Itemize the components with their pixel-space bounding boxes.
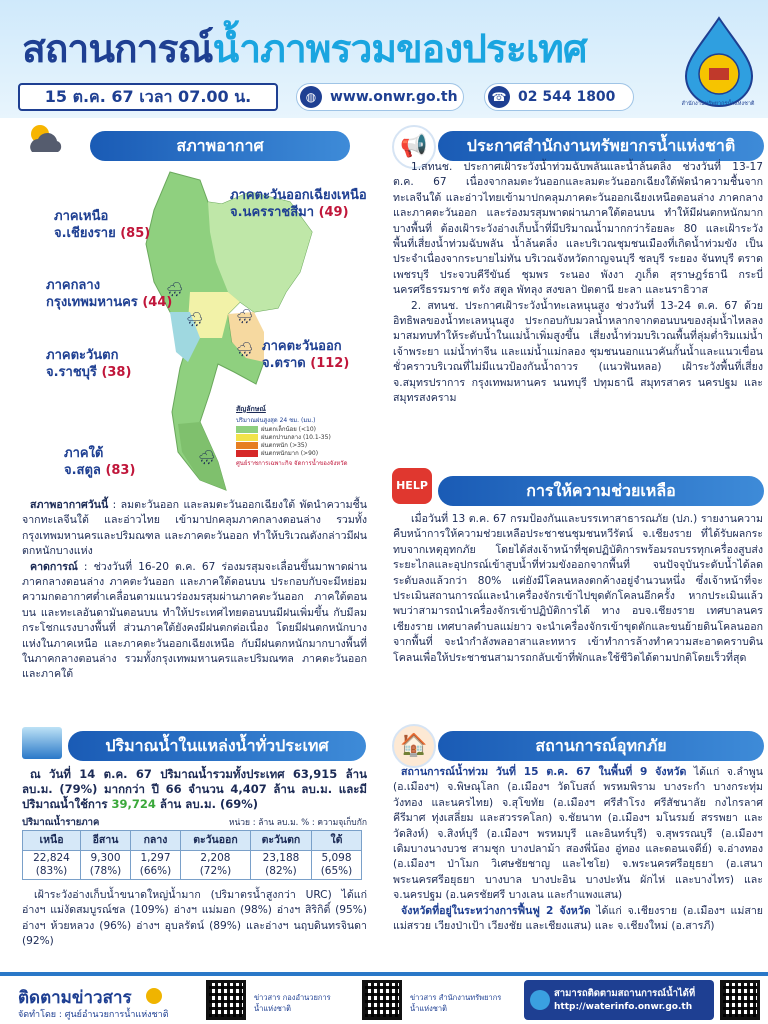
- reservoir-summary: ณ วันที่ 14 ต.ค. 67 ปริมาณน้ำรวมทั้งประเทศ 63,915 ล้าน ลบ.ม. (79%) มากกว่า ปี 66 จำนวน 4,407 ล้าน ลบ.ม. และมีปริมาณน้ำใช้การ 39,724 ล้าน ลบ.ม. (69%): [22, 767, 367, 811]
- announce-text: 1.สทนช. ประกาศเฝ้าระวังน้ำท่วมฉับพลันและน้ำล้นตลิ่ง ช่วงวันที่ 13-17 ต.ค. 67 เนื่องจากลมตะวันออกและลมตะวันออกเฉียงใต้พัดนำความชื้นจากทะเลจีนใต้ และอ่าวไทยเข้ามาปกคลุมภาคตะวันออกเฉียงเหนือตอนล่าง ภาคกลาง และภาคตะวันออก และร่องมรสุมพาดผ่านภาคใต้ตอนบน ทำให้มีฝนตกหนักมากบางพื้นที่ ต้องเฝ้าระวังอ่างเก็บน้ำที่มีปริมาณน้ำมากกว่าร้อยละ 80 และเฝ้าระวังพื้นที่เสี่ยงน้ำท่วมฉับพลัน น้ำล้นตลิ่ง และบริเวณชุมชนเมืองที่เกิดน้ำท่วมขัง เป็นประจำเนื่องจากระบายไม่ทัน บริเวณจังหวัดกาญจนบุรี ชลบุรี ระยอง จันทบุรี ตราด เพชรบุรี ประจวบคีรีขันธ์ ชุมพร ระนอง พังงา ภูเก็ต สุราษฎร์ธานี กระบี่ นครศรีธรรมราช ตรัง สตูล พัทลุง สงขลา ปัตตานี ยะลา และนราธิวาส 2. สทนช. ประกาศเฝ้าระวังน้ำทะเลหนุนสูง ช่วงวันที่ 13-24 ต.ค. 67 ด้วยอิทธิพลของน้ำทะเลหนุนสูง ประกอบกับมวลน้ำหลากจากตอนบนของลุ่มน้ำไหลลงมาสมทบทำให้ระดับน้ำในแม่น้ำเพิ่มสูงขึ้น เสี่ยงน้ำท่วมบริเวณพื้นที่ลุ่มต่ำริมแม่น้ำเจ้าพระยา แม่น้ำท่าจีน และแม่น้ำแม่กลอง ชุมชนนอกแนวคันกั้นน้ำและแนวเขื่อนชั่วคราวบริเวณที่ไม่มีแนวป้องกันน้ำถาวร (แนวฟันหลอ) เฝ้าระวังพื้นที่เสี่ยง จ.สมุทรปราการ กรุงเทพมหานคร นนทบุรี ปทุมธานี สมุทรสาคร นครปฐม และสมุทรสงคราม: [393, 161, 763, 405]
- table-header: เหนือ: [23, 831, 81, 851]
- legend-station: ศูนย์ราชการเฉพาะกิจ จัดการน้ำของจังหวัด: [236, 460, 348, 467]
- rain-cloud-icon: 🌧: [198, 450, 216, 466]
- weather-sun-cloud-icon: [22, 120, 66, 164]
- rain-legend: สัญลักษณ์ ปริมาณฝนสูงสุด 24 ชม. (มม.) ฝนตกเล็กน้อย (<10) ฝนตกปานกลาง (10.1-35) ฝนตกหนัก (>35) ฝนตกหนักมาก (>90) ศูนย์ราชการเฉพาะกิจ จัดการน้ำของจังหวัด: [236, 404, 364, 467]
- weather-text: สภาพอากาศวันนี้ : ลมตะวันออก และลมตะวันออกเฉียงใต้ พัดนำความชื้น จากทะเลจีนใต้ และอ่าวไทย เข้ามาปกคลุมภาคกลางตอนล่าง รวมทั้งกรุงเทพมหานครและปริมณฑล และภาคตะวันออก ทำให้บริเวณดังกล่าวมีฝนตกหนักบางแห่ง คาดการณ์ : ช่วงวันที่ 16-20 ต.ค. 67 ร่องมรสุมจะเลื่อนขึ้นมาพาดผ่านภาคกลางตอนล่าง ภาคตะวันออก และภาคใต้ตอนบน ประกอบกับจะมีหย่อมความกดอากาศต่ำเคลื่อนตามแนวร่องมรสุมผ่านภาคตะวันออก ภาคใต้ตอนบน และทะเลอันดามันตอนบน ทำให้ประเทศไทยตอนบนมีฝนเพิ่มขึ้น กับมีลมกระโชกแรงบางพื้นที่ ส่วนภาคใต้ยังคงมีฝนตกต่อเนื่อง โดยมีฝนตกหนักบางแห่งในภาคเหนือ และภาคตะวันออกเฉียงเหนือ กับมีฝนตกหนักมากบางพื้นที่ในภาคกลางตอนล่าง รวมทั้งกรุงเทพมหานครและปริมณฑล ภาคตะวันออก และภาคใต้: [22, 499, 367, 681]
- report-date: 15 ต.ค. 67 เวลา 07.00 น.: [18, 83, 278, 111]
- help-heading: การให้ความช่วยเหลือ: [438, 476, 764, 506]
- table-cell: 9,300 (78%): [81, 851, 131, 880]
- reservoir-section: [22, 767, 367, 950]
- rain-cloud-icon: 🌧: [236, 342, 254, 358]
- legend-item: ฝนตกเล็กน้อย (<10): [236, 425, 364, 433]
- logo-caption: สำนักงานทรัพยากรน้ำแห่งชาติ: [681, 101, 755, 107]
- phone-icon: ☎: [488, 86, 510, 108]
- help-badge-icon: HELP: [392, 468, 432, 504]
- credit-text: จัดทำโดย : ศูนย์อำนวยการน้ำแห่งชาติ: [18, 1010, 169, 1020]
- rain-cloud-icon: 🌧: [186, 312, 204, 328]
- phone-contact[interactable]: ☎ 02 544 1800: [484, 83, 634, 111]
- play-icon[interactable]: [146, 988, 162, 1004]
- page-title: สถานการณ์น้ำภาพรวมของประเทศ: [22, 27, 587, 72]
- table-title: ปริมาณน้ำรายภาค: [22, 817, 100, 828]
- qr1-caption: ข่าวสาร กองอำนวยการน้ำแห่งชาติ: [254, 993, 331, 1013]
- table-header: อีสาน: [81, 831, 131, 851]
- dam-icon: [22, 727, 62, 759]
- legend-item: ฝนตกปานกลาง (10.1-35): [236, 433, 364, 441]
- globe-icon: [530, 990, 550, 1010]
- table-header: กลาง: [131, 831, 181, 851]
- announce-heading: ประกาศสำนักงานทรัพยากรน้ำแห่งชาติ: [438, 131, 764, 161]
- region-label-east: ภาคตะวันออก จ.ตราด (112): [262, 339, 350, 371]
- table-header: ใต้: [311, 831, 361, 851]
- table-cell: 2,208 (72%): [180, 851, 250, 880]
- flood-house-icon: 🏠: [392, 724, 436, 768]
- table-cell: 1,297 (66%): [131, 851, 181, 880]
- table-cell: 5,098 (65%): [311, 851, 361, 880]
- region-label-west: ภาคตะวันตก จ.ราชบุรี (38): [46, 348, 132, 380]
- region-label-northeast: ภาคตะวันออกเฉียงเหนือ จ.นครราชสีมา (49): [230, 188, 367, 220]
- table-header: ตะวันตก: [250, 831, 311, 851]
- legend-item: ฝนตกหนักมาก (>90): [236, 449, 364, 457]
- waterinfo-banner[interactable]: สามารถติดตามสถานการณ์น้ำได้ที่ http://waterinfo.onwr.go.th: [524, 980, 714, 1020]
- onwr-logo: [680, 16, 758, 108]
- rain-cloud-icon: 🌧: [236, 309, 254, 325]
- table-cell: 23,188 (82%): [250, 851, 311, 880]
- region-label-north: ภาคเหนือ จ.เชียงราย (85): [54, 209, 151, 241]
- qr-code-1[interactable]: [206, 980, 246, 1020]
- globe-icon: ◍: [300, 86, 322, 108]
- table-cell: 22,824 (83%): [23, 851, 81, 880]
- rain-cloud-icon: 🌧: [166, 282, 184, 298]
- qr2-caption: ข่าวสาร สำนักงานทรัพยากรน้ำแห่งชาติ: [410, 993, 502, 1013]
- region-label-central: ภาคกลาง กรุงเทพมหานคร (44): [46, 278, 173, 310]
- flood-text: สถานการณ์น้ำท่วม วันที่ 15 ต.ค. 67 ในพื้นที่ 9 จังหวัด ได้แก่ จ.ลำพูน (อ.เมืองฯ) จ.พิษณุโลก (อ.เมืองฯ วัดโบสถ์ พรหมพิราม บางระกำ บางกระทุ่ม วังทอง และนครไทย) จ.สุโขทัย (อ.เมืองฯ ศรีสำโรง ศรีสัชนาลัย กงไกรลาศ คีรีมาศ ทุ่งเสลี่ยม และสวรรคโลก) จ.ชัยนาท (อ.เมืองฯ มโนรมย์ สรรพยา และวัดสิงห์) จ.สิงห์บุรี (อ.เมืองฯ พรหมบุรี และอินทร์บุรี) จ.สุพรรณบุรี (อ.เมืองฯ เดิมบางนางบวช สามชุก บางปลาม้า สองพี่น้อง อู่ทอง และดอนเจดีย์) จ.อ่างทอง (อ.เมืองฯ ป่าโมก วิเศษชัยชาญ และไชโย) จ.พระนครศรีอยุธยา (อ.เสนา พระนครศรีอยุธยา บางบาล บางปะอิน บางปะหัน ผักไห่ และบางไทร) และ จ.นครปฐม (อ.นครชัยศรี บางเลน และกำแพงแสน) จังหวัดที่อยู่ในระหว่างการฟื้นฟู 2 จังหวัด ได้แก่ จ.เชียงราย (อ.เมืองฯ แม่สาย แม่สรวย เวียงป่าเป้า เวียงชัย และเชียงแสน) และ จ.เชียงใหม่ (อ.สารภี): [393, 766, 763, 933]
- megaphone-icon: 📢: [392, 125, 436, 169]
- qr-code-2[interactable]: [362, 980, 402, 1020]
- reservoir-note: เฝ้าระวังอ่างเก็บน้ำขนาดใหญ่น้ำมาก (ปริมาตรน้ำสูงกว่า URC) ได้แก่ อ่างฯ แม่งัดสมบูรณ์ชล (109%) อ่างฯ แม่มอก (98%) อ่างฯ สิริกิติ์ (95%) อ่างฯ ห้วยหลวง (96%) อ่างฯ อุบลรัตน์ (89%) และอ่างฯ นฤบดินทรจินดา (92%): [22, 889, 367, 948]
- legend-item: ฝนตกหนัก (>35): [236, 441, 364, 449]
- qr-code-3[interactable]: [720, 980, 760, 1020]
- flood-heading: สถานการณ์อุทกภัย: [438, 731, 764, 761]
- follow-news-label: ติดตามข่าวสาร: [18, 988, 132, 1008]
- region-label-south: ภาคใต้ จ.สตูล (83): [64, 446, 136, 478]
- reservoir-heading: ปริมาณน้ำในแหล่งน้ำทั่วประเทศ: [68, 731, 366, 761]
- table-header: ตะวันออก: [180, 831, 250, 851]
- region-water-table: [22, 830, 362, 880]
- website-link[interactable]: ◍ www.onwr.go.th: [296, 83, 464, 111]
- weather-heading: สภาพอากาศ: [90, 131, 350, 161]
- help-text: เมื่อวันที่ 13 ต.ค. 67 กรมป้องกันและบรรเทาสาธารณภัย (ปภ.) รายงานความคืบหน้าการให้ความช่วยเหลือประชาชนชุมชนหวีรัตน์ จ.เชียงราย ที่ได้รับผลกระทบจากเหตุอุทกภัย โดยได้ส่งเจ้าหน้าที่ชุดปฏิบัติการพร้อมรถบรรทุกเครื่องสูบส่งระยะไกลและอุปกรณ์เข้าสูบน้ำที่ท่วมขังออกจากพื้นที่ จนปัจจุบันระดับน้ำได้ลดระดับลงแล้วกว่า 80% แต่ยังมีโคลนหลงตกค้างอยู่จำนวนหนึ่ง ซึ่งเจ้าหน้าที่จะประเมินสถานการณ์และนำเครื่องจักรเข้าไปขุดตักโคลนอีกครั้ง หากประเมินแล้วพบว่าสามารถนำเครื่องจักรเข้าปฏิบัติการได้ ทาง อบจ.เชียงราย เทศบาลนครเชียงราย เทศบาลตำบลแม่ยาว จะนำเครื่องจักรเข้าขุดตักและขนย้ายดินโคลนออกจากพื้นที่ จะนำกำลังพลอาสาและทหาร เข้าทำการล้างทำความสะอาดคราบดินโคลนเพื่อให้ประชาชนสามารถกลับเข้าที่พักและใช้ชีวิตได้ตามปกติโดยเร็วที่สุด: [393, 513, 763, 664]
- table-unit: หน่วย : ล้าน ลบ.ม. % : ความจุเก็บกัก: [228, 818, 367, 828]
